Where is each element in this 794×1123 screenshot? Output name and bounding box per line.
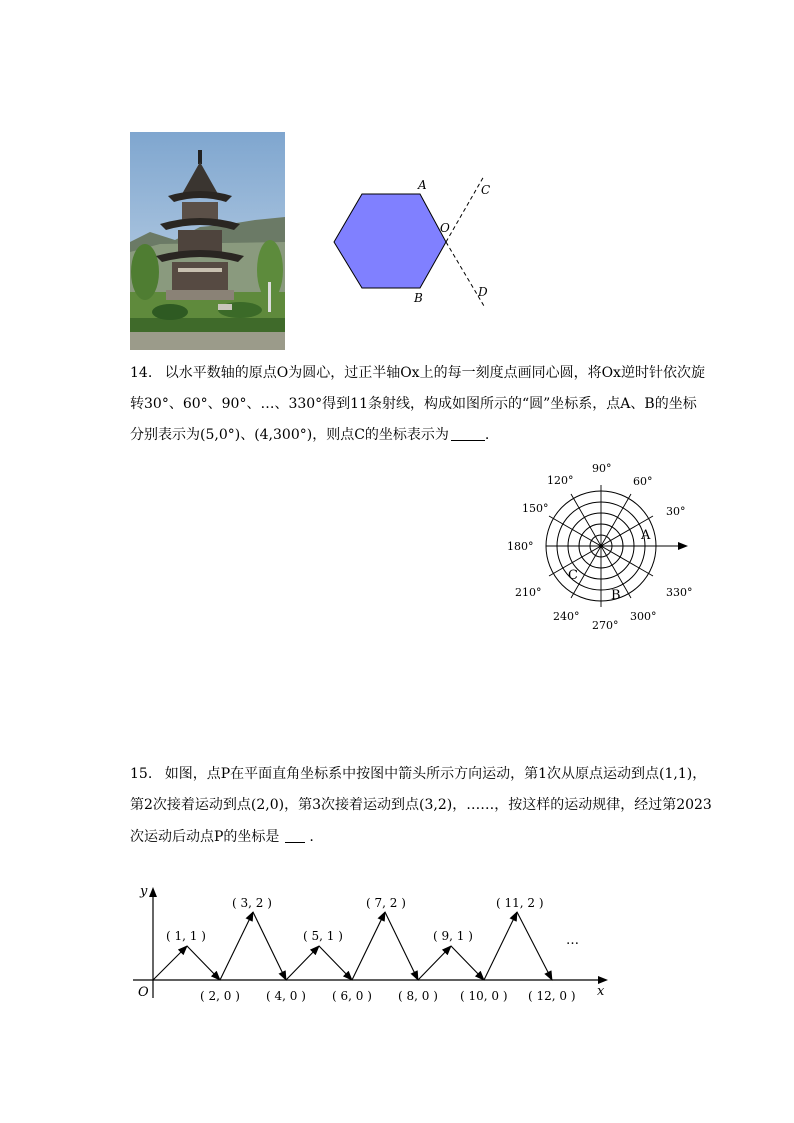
axis-x-label: x <box>597 984 605 999</box>
label-1-1: ( 1, 1 ) <box>166 929 206 943</box>
label-7-2: ( 7, 2 ) <box>366 896 406 910</box>
q14-line1 <box>130 358 705 388</box>
angle-330: 330° <box>666 586 693 599</box>
zigzag-path <box>153 912 552 980</box>
point-b: B <box>611 588 621 603</box>
label-b: B <box>414 291 423 305</box>
q15-answer-blank[interactable] <box>285 828 305 843</box>
q15-text-line1: 如图，点P在平面直角坐标系中按图中箭头所示方向运动，第1次从原点运动到点(1,1)， <box>164 766 707 782</box>
hexagon <box>334 194 446 288</box>
q14-line2 <box>130 389 697 419</box>
polar-figure <box>502 455 702 635</box>
label-3-2: ( 3, 2 ) <box>232 896 272 910</box>
hexagon-figure <box>326 172 506 307</box>
q14-text-end: . <box>484 427 490 443</box>
q14-number: 14. <box>130 365 153 381</box>
label-c: C <box>481 183 491 197</box>
angle-240: 240° <box>553 610 580 623</box>
label-a: A <box>418 178 427 192</box>
label-d: D <box>478 285 488 299</box>
angle-300: 300° <box>630 610 657 623</box>
axis-y-label: y <box>140 884 148 899</box>
angle-210: 210° <box>515 586 542 599</box>
angle-60: 60° <box>633 475 653 488</box>
q14-text-line1: 以水平数轴的原点O为圆心，过正半轴Ox上的每一刻度点画同心圆，将Ox逆时针依次旋 <box>164 365 705 381</box>
q14-text-line2: 转30°、60°、90°、…、330°得到11条射线，构成如图所示的“圆”坐标系，点A、B的坐标 <box>130 396 697 412</box>
q15-number: 15. <box>130 766 153 782</box>
pagoda-photo <box>130 132 285 350</box>
origin-label: O <box>138 985 149 1000</box>
motion-graph <box>128 880 618 1005</box>
label-5-1: ( 5, 1 ) <box>303 929 343 943</box>
label-10-0: ( 10, 0 ) <box>460 989 508 1003</box>
q14-answer-blank[interactable] <box>451 426 485 441</box>
angle-150: 150° <box>522 502 549 515</box>
point-a: A <box>641 528 651 543</box>
angle-90: 90° <box>592 462 612 475</box>
label-2-0: ( 2, 0 ) <box>200 989 240 1003</box>
q15-text-line3: 次运动后动点P的坐标是 <box>130 829 280 845</box>
ellipsis: … <box>566 933 579 948</box>
q15-line3 <box>130 822 314 852</box>
label-9-1: ( 9, 1 ) <box>433 929 473 943</box>
q15-text-line2: 第2次接着运动到点(2,0)，第3次接着运动到点(3,2)，……，按这样的运动规律，经过第2023 <box>130 797 712 813</box>
q14-text-line3: 分别表示为(5,0°)、(4,300°)，则点C的坐标表示为 <box>130 427 449 443</box>
label-4-0: ( 4, 0 ) <box>266 989 306 1003</box>
label-11-2: ( 11, 2 ) <box>496 896 544 910</box>
polar-rays <box>546 485 656 607</box>
label-6-0: ( 6, 0 ) <box>332 989 372 1003</box>
label-8-0: ( 8, 0 ) <box>398 989 438 1003</box>
label-12-0: ( 12, 0 ) <box>528 989 576 1003</box>
angle-270: 270° <box>592 619 619 632</box>
angle-180: 180° <box>507 540 534 553</box>
angle-30: 30° <box>666 505 686 518</box>
label-o: O <box>440 221 450 235</box>
q15-text-end: . <box>309 829 314 845</box>
q15-line2 <box>130 790 712 820</box>
point-c: C <box>568 568 578 583</box>
q14-line3 <box>130 420 489 450</box>
q15-line1 <box>130 759 706 789</box>
angle-120: 120° <box>547 474 574 487</box>
